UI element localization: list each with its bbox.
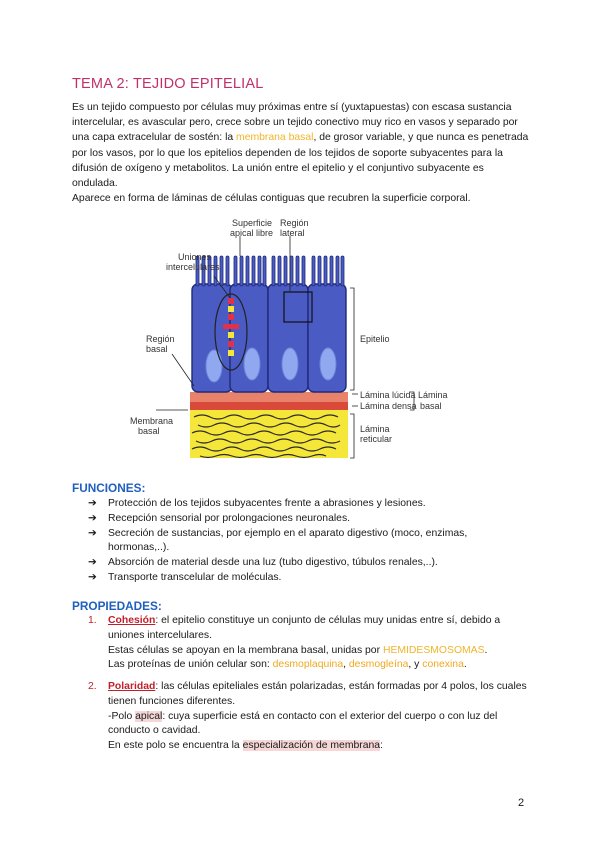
keyword-cohesion: Cohesión xyxy=(108,615,156,626)
highlight-desmoplaquina: desmoplaquina xyxy=(272,659,344,671)
label-membrana-2: basal xyxy=(138,426,160,436)
list-item xyxy=(88,497,518,512)
label-lamina-densa: Lámina densa xyxy=(360,401,417,411)
list-item-text: Protección de los tejidos subyacentes frente a abrasiones y lesiones. xyxy=(108,498,426,509)
label-apical-libre: apical libre xyxy=(230,228,274,238)
property-line xyxy=(108,680,528,710)
property-line xyxy=(108,644,528,659)
property-text: : las células epiteliales están polarizadas, están formadas por 4 polos, los cuales tienen funciones diferentes. xyxy=(108,681,527,707)
list-item xyxy=(88,571,518,586)
arrow-icon: ➔ xyxy=(88,498,97,509)
arrow-icon: ➔ xyxy=(88,571,97,583)
arrow-icon: ➔ xyxy=(88,512,97,524)
arrow-icon: ➔ xyxy=(88,557,97,569)
property-polaridad xyxy=(88,680,528,754)
highlight-desmogleina: desmogleína xyxy=(348,659,409,671)
label-lamina-basal-2: basal xyxy=(420,401,442,411)
separator: . xyxy=(463,659,467,671)
property-text: -Polo xyxy=(108,710,136,722)
highlight-membrana-basal: membrana basal xyxy=(236,132,314,144)
label-uniones-2: intercelulares xyxy=(166,262,220,272)
list-item-text: Recepción sensorial por prolongaciones neuronales. xyxy=(108,512,351,524)
intro-text-b: , de grosor variable, y que nunca es penetrada por los vasos, por lo que los epitelios dependen de los tejidos de soporte subyacentes para la difusión de oxígeno y metabolitos. La unión entre el epitelio y el conjuntivo subyacente es ondulada. xyxy=(72,132,529,190)
property-text: : el epitelio constituye un conjunto de células muy unidas entre sí, debido a uniones intercelulares. xyxy=(108,615,501,641)
separator: , y xyxy=(408,659,423,671)
property-text: En este polo se encuentra la xyxy=(108,740,243,752)
label-region-basal-1: Región xyxy=(146,334,175,344)
keyword-polaridad: Polaridad xyxy=(108,681,156,692)
epithelium-figure xyxy=(128,214,474,462)
epithelium-diagram xyxy=(128,214,474,462)
label-lamina-basal-1: Lámina xyxy=(418,390,448,400)
list-item xyxy=(88,512,518,527)
label-membrana-1: Membrana xyxy=(130,416,174,426)
highlight-hemidesmosomas: HEMIDESMOSOMAS xyxy=(382,644,485,656)
propiedades-heading: PROPIEDADES: xyxy=(72,599,162,613)
property-line xyxy=(108,658,528,673)
property-body xyxy=(108,614,528,673)
label-lamina-lucida: Lámina lúcida xyxy=(360,390,416,400)
property-line xyxy=(108,614,528,644)
label-uniones-1: Uniones xyxy=(178,252,212,262)
separator: , xyxy=(343,659,349,671)
intro-text-a: Es un tejido compuesto por células muy próximas entre sí (yuxtapuestas) con escasa sustancia intercelular, es avascular pero, crece sobre un tejido conectivo muy rico en vasos y separado por una capa extracelular de sostén: la xyxy=(72,102,518,144)
label-superficie: Superficie xyxy=(232,218,273,228)
list-item-text: Secreción de sustancias, por ejemplo en el aparato digestivo (moco, enzimas, hormonas,..). xyxy=(108,527,468,554)
lamina-lucida-band xyxy=(190,392,348,402)
list-item xyxy=(88,527,518,557)
intro-text xyxy=(72,100,532,206)
list-item-text: Absorción de material desde una luz (tubo digestivo, túbulos renales,..). xyxy=(108,557,438,569)
label-lamina-reticular-1: Lámina xyxy=(360,424,390,434)
funciones-heading: FUNCIONES: xyxy=(72,481,146,495)
property-number: 1. xyxy=(88,615,97,626)
label-region-lateral-1: Región xyxy=(280,218,309,228)
intro-paragraph-1 xyxy=(72,100,532,191)
highlight-apical: apical xyxy=(135,710,163,722)
property-body xyxy=(108,680,528,754)
label-region-basal-2: basal xyxy=(146,344,168,354)
page-title: TEMA 2: TEJIDO EPITELIAL xyxy=(72,76,264,92)
label-region-lateral-2: lateral xyxy=(280,228,305,238)
intro-paragraph-2: Aparece en forma de láminas de células contiguas que recubren la superficie corporal. xyxy=(72,193,471,205)
list-item xyxy=(88,556,518,571)
property-number: 2. xyxy=(88,681,97,692)
property-line xyxy=(108,710,528,740)
highlight-conexina: conexina xyxy=(422,659,464,671)
property-cohesion xyxy=(88,614,528,673)
property-line xyxy=(108,739,528,754)
property-text: Las proteínas de unión celular son: xyxy=(108,659,273,671)
property-text: . xyxy=(484,644,488,656)
property-text: Estas células se apoyan en la membrana basal, unidas por xyxy=(108,644,383,656)
list-item-text: Transporte transcelular de moléculas. xyxy=(108,571,282,583)
highlight-especializacion: especialización de membrana xyxy=(242,740,381,752)
property-text: : cuya superficie está en contacto con el exterior del cuerpo o con luz del conducto o cavidad. xyxy=(108,710,498,737)
page-number: 2 xyxy=(518,797,525,809)
label-epitelio: Epitelio xyxy=(360,334,390,344)
lamina-densa-band xyxy=(190,402,348,410)
property-text: : xyxy=(380,740,383,752)
label-lamina-reticular-2: reticular xyxy=(360,434,393,444)
funciones-list xyxy=(88,497,518,586)
arrow-icon: ➔ xyxy=(88,527,97,539)
